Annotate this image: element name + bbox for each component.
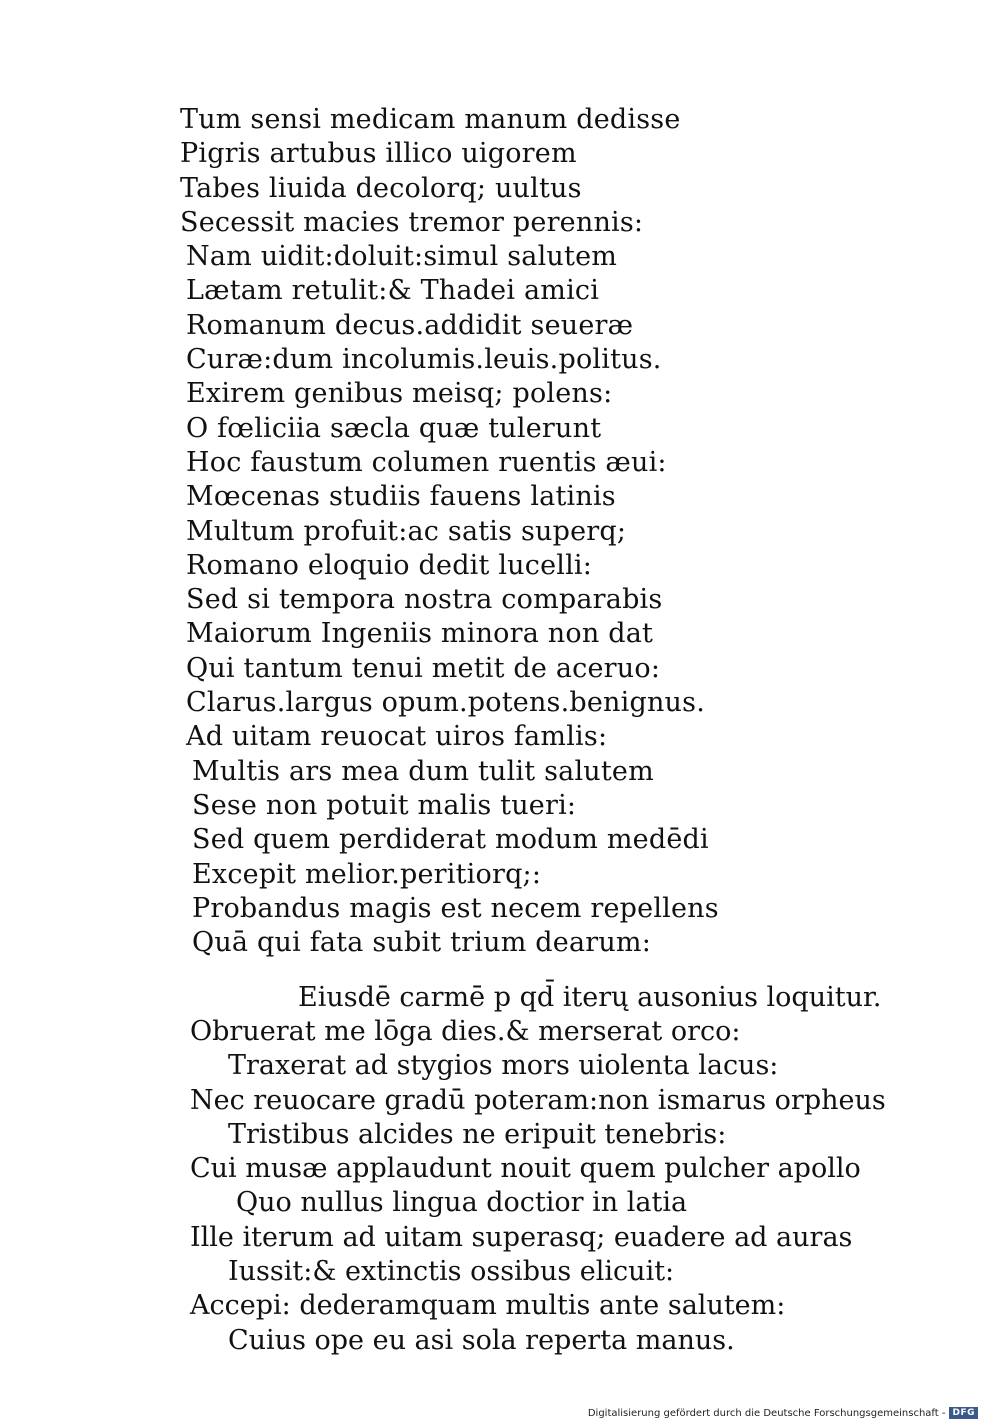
verse-line: Romanum decus.addidit seueræ (186, 309, 634, 341)
verse-line: Multum profuit:ac satis superq; (186, 515, 627, 547)
poem-first (174, 103, 954, 960)
verse-line: Tum sensi medicam manum dedisse (180, 104, 681, 135)
verse-line: Hoc faustum columen ruentis æui: (186, 446, 667, 478)
verse-line: Sed si tempora nostra comparabis (186, 584, 663, 616)
verse-line: Ad uitam reuocat uiros famlis: (186, 721, 608, 753)
verse-line: O fœliciia sæcla quæ tulerunt (186, 412, 602, 444)
verse-line: Exirem genibus meisq; polens: (186, 378, 613, 410)
funding-footer (588, 1407, 978, 1419)
pentameter-line: Tristibus alcides ne eripuit tenebris: (228, 1118, 727, 1150)
verse-line: Pigris artubus illico uigorem (180, 138, 577, 170)
verse-line: Probandus magis est necem repellens (192, 892, 719, 924)
verse-line: Lætam retulit:& Thadei amici (186, 275, 600, 307)
funding-text: Digitalisierung gefördert durch die Deutsche Forschungsgemeinschaft - (587, 1407, 946, 1419)
pentameter-line: Quo nullus lingua doctior in latia (236, 1187, 688, 1219)
verse-line: Romano eloquio dedit lucelli: (186, 549, 593, 581)
pentameter-line: Iussit:& extinctis ossibus elicuit: (228, 1256, 675, 1288)
verse-line: Excepit melior.peritiorq;: (192, 858, 542, 890)
pentameter-line: Cuius ope eu asi sola reperta manus. (228, 1324, 735, 1356)
verse-line: Multis ars mea dum tulit salutem (192, 755, 654, 787)
verse-line: Nam uidit:doluit:simul salutem (186, 241, 618, 273)
pentameter-line: Traxerat ad stygios mors uiolenta lacus: (228, 1050, 779, 1082)
dfg-logo: DFG (949, 1407, 978, 1419)
verse-line: Quā qui fata subit trium dearum: (192, 927, 652, 959)
hexameter-line: Obruerat me lōga dies.& merserat orco: (190, 1016, 741, 1047)
verse-line: Clarus.largus opum.potens.benignus. (186, 687, 705, 719)
poem-second (190, 981, 970, 1358)
verse-line: Qui tantum tenui metit de aceruo: (186, 652, 661, 684)
hexameter-line: Ille iterum ad uitam superasq; euadere ad auras (190, 1221, 853, 1253)
verse-line: Secessit macies tremor perennis: (180, 206, 644, 238)
verse-line: Sese non potuit malis tueri: (192, 789, 577, 821)
verse-line: Tabes liuida decolorq; uultus (180, 172, 582, 204)
hexameter-line: Cui musæ applaudunt nouit quem pulcher apollo (190, 1153, 861, 1185)
hexameter-line: Nec reuocare gradū poteram:non ismarus orpheus (190, 1084, 886, 1116)
verse-line: Curæ:dum incolumis.leuis.politus. (186, 344, 662, 376)
verse-line: Sed quem perdiderat modum medēdi (192, 824, 709, 856)
poem-heading: Eiusdē carmē p qd̄ iterų ausonius loquitur. (298, 982, 882, 1013)
verse-line: Mœcenas studiis fauens latinis (186, 481, 616, 513)
verse-line: Maiorum Ingeniis minora non dat (186, 618, 654, 650)
hexameter-line: Accepi: dederamquam multis ante salutem: (190, 1290, 786, 1322)
